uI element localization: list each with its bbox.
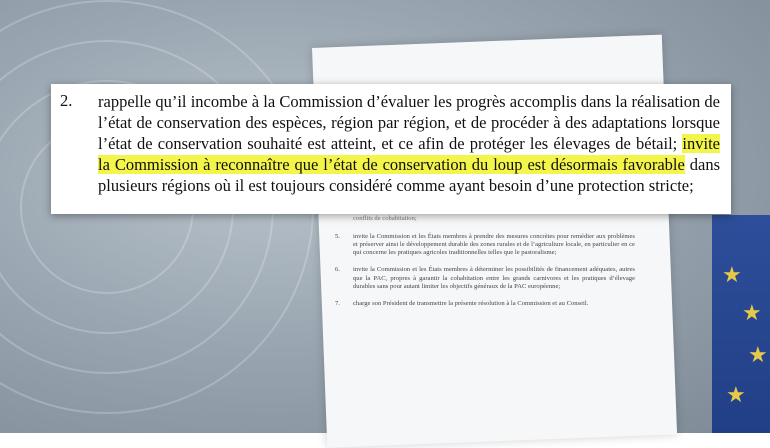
flag-star-icon: ★	[722, 263, 742, 288]
item-number: 7.	[335, 300, 340, 308]
eu-flag	[712, 215, 770, 433]
list-item	[335, 300, 635, 308]
item-text: invite la Commission et les États membres à prendre des mesures concrètes pour remédier aux problèmes et préserver ainsi le développement durable des zones rurales et de l’agriculture locale, en particulier en ce qui concerne les pratiques agricoles traditionnelles telles que le pastoralisme;	[353, 232, 635, 257]
flag-star-icon: ★	[726, 383, 746, 408]
list-item	[335, 266, 635, 291]
paragraph-text-after: dans plusieurs régions où il est toujours considéré comme ayant besoin d’une protection stricte;	[98, 155, 720, 195]
highlighted-text: invite la Commission à reconnaître que l’état de conservation du loup est désormais favorable	[98, 134, 720, 174]
paragraph-text	[98, 91, 720, 196]
flag-star-icon: ★	[742, 301, 762, 326]
item-number: 5.	[335, 232, 340, 240]
item-text: invite la Commission et les États membres à déterminer les possibilités de financement adéquates, autres que la PAC, propres à garantir la cohabitation entre les grands carnivores et les pratiques d’élevage durables sans pour autant limiter les objectifs généraux de la PAC européenne;	[353, 266, 635, 291]
paragraph-text-before: rappelle qu’il incombe à la Commission d’évaluer les progrès accomplis dans la réalisation de l’état de conservation des espèces, région par région, et de procéder à des adaptations lorsque l’état de conservation souhaité est atteint, et ce afin de protéger les élevages de bétail;	[98, 92, 720, 153]
document-partial-text: conflits de cohabitation;	[353, 215, 417, 223]
paragraph-number: 2.	[60, 91, 73, 110]
item-number: 6.	[335, 266, 340, 274]
zoomed-paragraph	[51, 84, 731, 214]
document-body	[335, 207, 635, 309]
list-item	[335, 233, 635, 258]
item-text: charge son Président de transmettre la présente résolution à la Commission et au Conseil.	[353, 300, 589, 308]
flag-star-icon: ★	[748, 343, 768, 368]
